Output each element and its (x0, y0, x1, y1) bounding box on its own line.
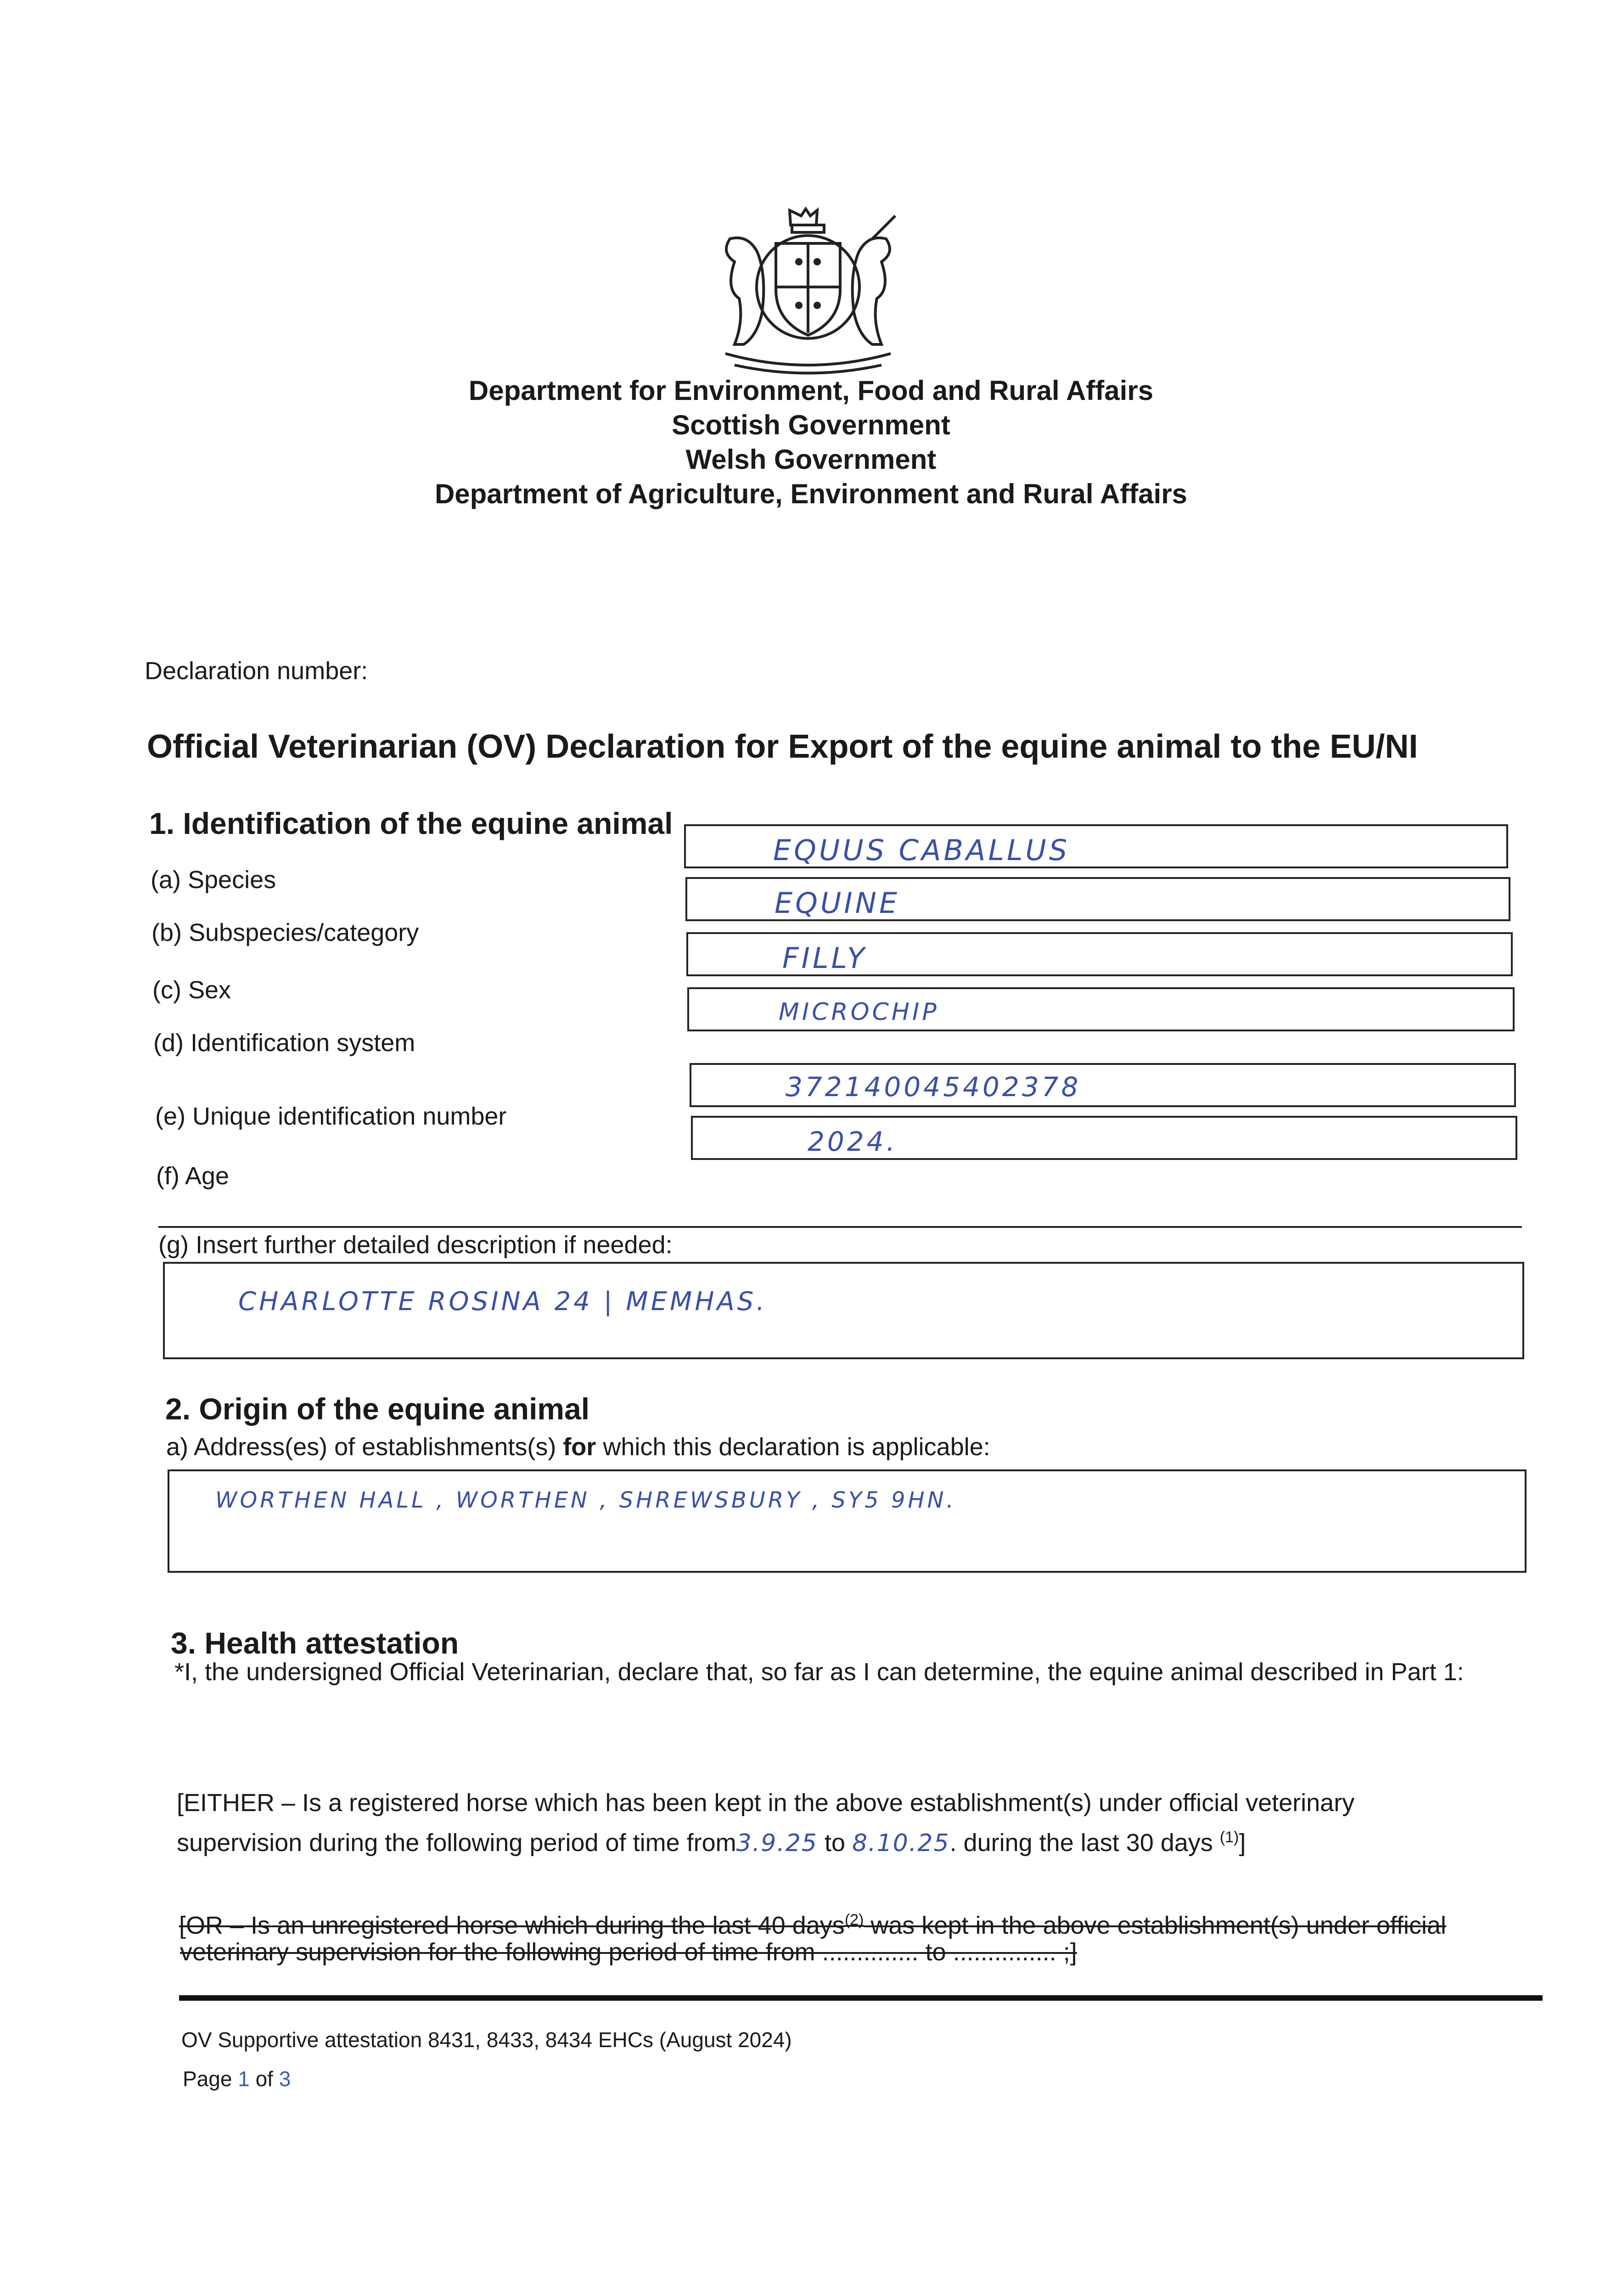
address-field (168, 1469, 1527, 1573)
document-title: Official Veterinarian (OV) Declaration for Export of the equine animal to the EU/NI (147, 728, 1418, 765)
subspecies-label: (b) Subspecies/category (152, 919, 419, 946)
age-field (691, 1116, 1517, 1160)
id-system-value: MICROCHIP (779, 998, 939, 1026)
address-label: a) Address(es) of establishments(s) for which this declaration is applicable: (166, 1433, 990, 1461)
section1-heading: 1. Identification of the equine animal (149, 806, 673, 840)
further-description-value: CHARLOTTE ROSINA 24 | MEMHAS. (238, 1287, 768, 1317)
or-line-2: veterinary supervision for the following period of time from .............. to ............... ;] (180, 1938, 1077, 1966)
id-system-field (687, 987, 1515, 1031)
either-to-date: 8.10.25 (852, 1829, 950, 1857)
dept-defra: Department for Environment, Food and Rural Affairs (468, 375, 1154, 406)
section3-heading: 3. Health attestation (171, 1626, 459, 1660)
further-description-field (163, 1262, 1524, 1359)
footer-reference: OV Supportive attestation 8431, 8433, 8434 EHCs (August 2024) (181, 2028, 792, 2052)
dept-daera: Department of Agriculture, Environment and Rural Affairs (434, 478, 1188, 509)
declaration-number-label: Declaration number: (145, 657, 368, 685)
subspecies-value: EQUINE (775, 886, 900, 920)
species-value: EQUUS CABALLUS (773, 833, 1070, 867)
sex-value: FILLY (782, 941, 867, 975)
age-value: 2024. (808, 1126, 898, 1157)
either-line-2: supervision during the following period of time from3.9.25 to 8.10.25. during the last 30 days $^{(1)}$] (177, 1829, 1246, 1857)
sex-field (686, 932, 1513, 976)
further-description-label: (g) Insert further detailed description if needed: (158, 1231, 673, 1259)
unique-id-field (690, 1063, 1516, 1107)
or-line-1: [OR – Is an unregistered horse which during the last 40 days$^{(2)}$ was kept in the above establishment(s) under official (179, 1911, 1447, 1939)
species-label: (a) Species (151, 866, 276, 894)
royal-coat-of-arms-logo (707, 207, 909, 377)
dept-welsh-gov: Welsh Government (685, 444, 937, 475)
either-line-1: [EITHER – Is a registered horse which has been kept in the above establishment(s) under official veterinary (177, 1789, 1355, 1817)
species-field (684, 824, 1508, 868)
subspecies-field (685, 877, 1510, 921)
id-system-label: (d) Identification system (153, 1029, 415, 1057)
sex-label: (c) Sex (152, 976, 231, 1004)
attestation-intro: *I, the undersigned Official Veterinarian, declare that, so far as I can determine, the equine animal described in Part 1: (174, 1658, 1464, 1686)
age-label: (f) Age (156, 1162, 230, 1190)
unique-id-value: 372140045402378 (786, 1071, 1081, 1103)
address-value: WORTHEN HALL , WORTHEN , SHREWSBURY , SY5 9HN. (215, 1487, 956, 1513)
footer-rule (179, 1995, 1543, 2001)
divider (158, 1226, 1522, 1228)
section2-heading: 2. Origin of the equine animal (165, 1392, 590, 1426)
page-number: Page 1 of 3 (183, 2067, 291, 2091)
dept-scottish-gov: Scottish Government (672, 410, 950, 440)
unique-id-label: (e) Unique identification number (155, 1103, 507, 1130)
either-from-date: 3.9.25 (736, 1829, 818, 1857)
